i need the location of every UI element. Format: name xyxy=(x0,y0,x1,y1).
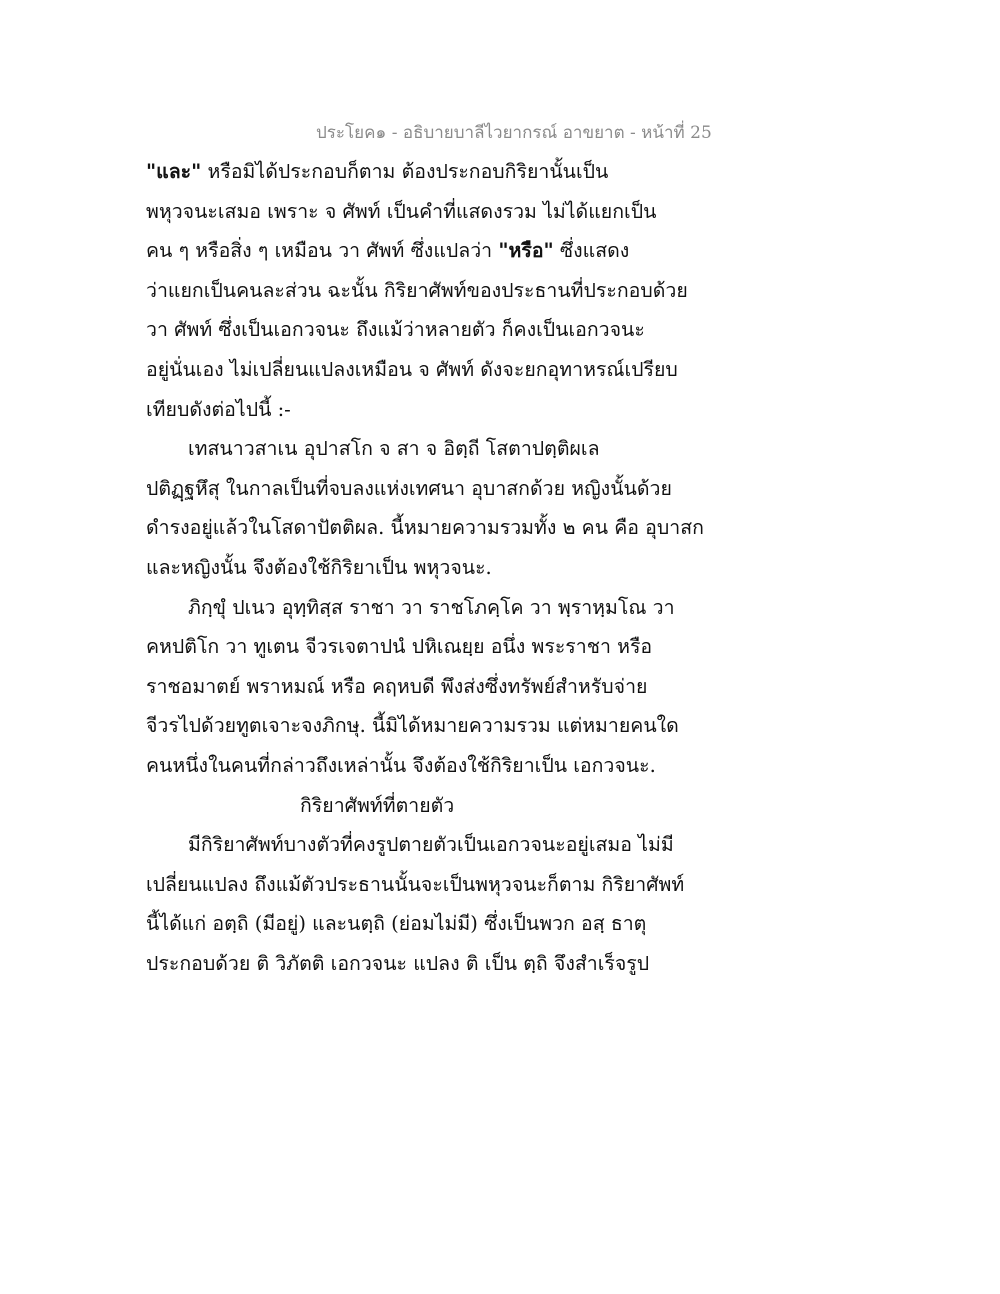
text-line xyxy=(146,667,706,707)
text-run: และหญิงนั้น จึงต้องใช้กิริยาเป็น พหุวจนะ. xyxy=(146,555,492,579)
text-line xyxy=(146,231,706,271)
text-line xyxy=(146,746,706,786)
text-line xyxy=(146,152,706,192)
text-run: ปติฏฺฐหึสุ ในกาลเป็นที่จบลงแห่งเทศนา อุบาสกด้วย หญิงนั้นด้วย xyxy=(146,476,672,500)
bold-term: "หรือ" xyxy=(498,239,554,263)
text-run: ดำรงอยู่แล้วในโสดาปัตติผล. นี้หมายความรวมทั้ง ๒ คน คือ อุบาสก xyxy=(146,516,704,540)
text-line xyxy=(146,271,706,311)
running-header: ประโยค๑ - อธิบายบาลีไวยากรณ์ อาขยาต - หน้าที่ 25 xyxy=(316,123,712,143)
text-line xyxy=(146,627,706,667)
text-run: คนหนึ่งในคนที่กล่าวถึงเหล่านั้น จึงต้องใช้กิริยาเป็น เอกวจนะ. xyxy=(146,753,656,777)
text-run: อยู่นั่นเอง ไม่เปลี่ยนแปลงเหมือน จ ศัพท์ ดังจะยกอุทาหรณ์เปรียบ xyxy=(146,357,678,381)
text-run: ประกอบด้วย ติ วิภัตติ เอกวจนะ แปลง ติ เป็น ตฺถิ จึงสำเร็จรูป xyxy=(146,951,650,975)
text-run: คหปติโก วา ทูเตน จีวรเจตาปนํ ปหิเณยฺย อนึ่ง พระราชา หรือ xyxy=(146,635,653,659)
text-run: ราชอมาตย์ พราหมณ์ หรือ คฤหบดี พึงส่งซึ่งทรัพย์สำหรับจ่าย xyxy=(146,674,648,698)
text-run: หรือมิได้ประกอบก็ตาม ต้องประกอบกิริยานั้นเป็น xyxy=(201,160,609,183)
text-run: เทสนาวสาเน อุปาสโก จ สา จ อิตฺถี โสตาปตฺติผเล xyxy=(188,437,600,461)
text-run: จีวรไปด้วยทูตเจาะจงภิกษุ. นี้มิได้หมายความรวม แต่หมายคนใด xyxy=(146,714,679,738)
text-line-indented xyxy=(146,825,706,865)
text-line xyxy=(146,944,706,984)
text-line xyxy=(146,469,706,509)
text-run: เทียบดังต่อไปนี้ :- xyxy=(146,397,291,421)
text-line-indented xyxy=(146,588,706,628)
text-line xyxy=(146,706,706,746)
text-run: มีกิริยาศัพท์บางตัวที่คงรูปตายตัวเป็นเอกวจนะอยู่เสมอ ไม่มี xyxy=(188,833,674,857)
section-heading xyxy=(146,786,706,826)
text-run: ว่าแยกเป็นคนละส่วน ฉะนั้น กิริยาศัพท์ของประธานที่ประกอบด้วย xyxy=(146,278,688,302)
text-line xyxy=(146,508,706,548)
text-run: ภิกฺขุํ ปเนว อุทฺทิสฺส ราชา วา ราชโภคฺโค วา พฺราหฺมโณ วา xyxy=(188,595,675,619)
text-line xyxy=(146,192,706,232)
text-line xyxy=(146,904,706,944)
text-run: วา ศัพท์ ซึ่งเป็นเอกวจนะ ถึงแม้ว่าหลายตัว ก็คงเป็นเอกวจนะ xyxy=(146,318,645,342)
text-run: ซึ่งแสดง xyxy=(553,239,630,263)
bold-term: "และ" xyxy=(146,160,202,183)
heading-text: กิริยาศัพท์ที่ตายตัว xyxy=(300,793,455,817)
text-run: พหุวจนะเสมอ เพราะ จ ศัพท์ เป็นคำที่แสดงรวม ไม่ได้แยกเป็น xyxy=(146,199,657,223)
text-line xyxy=(146,865,706,905)
text-line xyxy=(146,350,706,390)
text-line xyxy=(146,390,706,430)
text-run: คน ๆ หรือสิ่ง ๆ เหมือน วา ศัพท์ ซึ่งแปลว่า xyxy=(146,239,499,263)
body-text xyxy=(146,152,706,983)
text-line xyxy=(146,548,706,588)
text-run: นี้ได้แก่ อตฺถิ (มีอยู่) และนตฺถิ (ย่อมไม่มี) ซึ่งเป็นพวก อสฺ ธาตุ xyxy=(146,912,647,936)
text-run: เปลี่ยนแปลง ถึงแม้ตัวประธานนั้นจะเป็นพหุวจนะก็ตาม กิริยาศัพท์ xyxy=(146,872,685,896)
text-line xyxy=(146,310,706,350)
text-line-indented xyxy=(146,429,706,469)
